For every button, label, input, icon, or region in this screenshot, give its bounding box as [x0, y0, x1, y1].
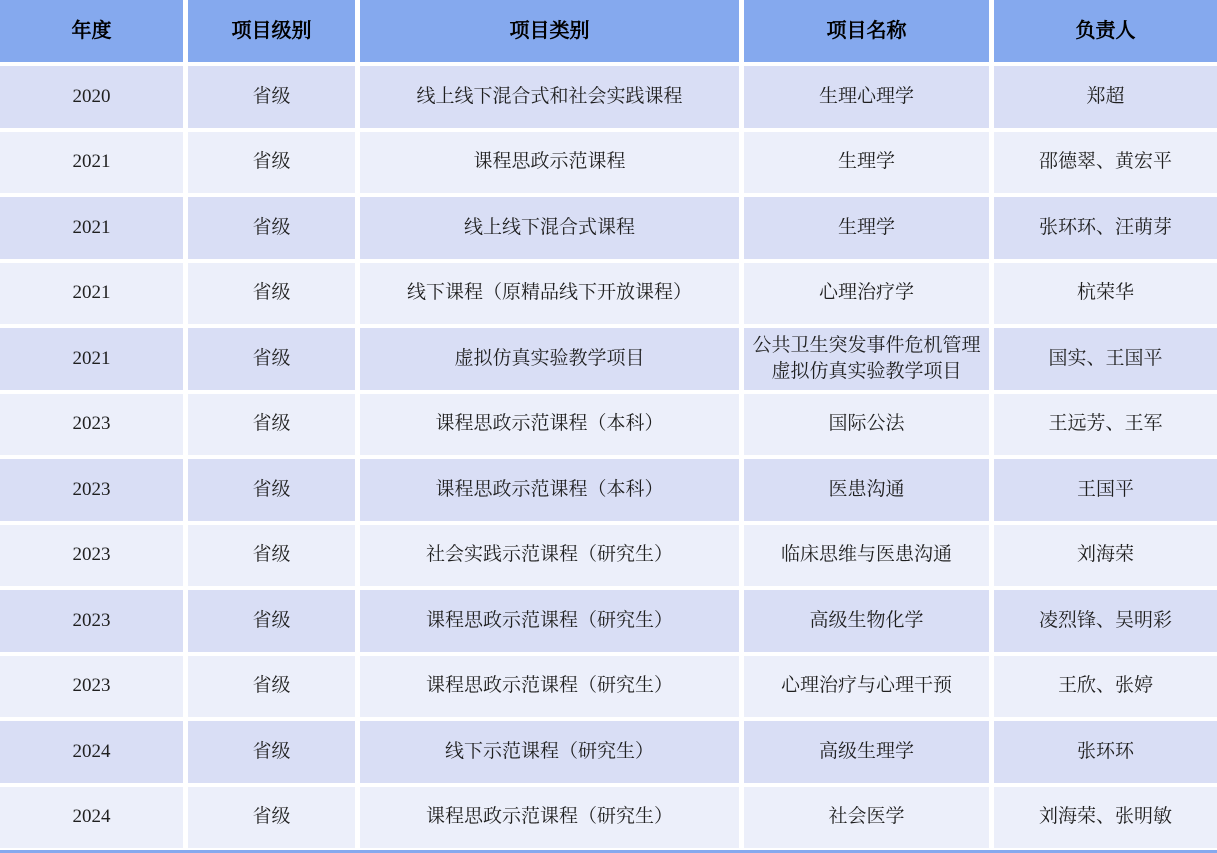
cell-leader: 张环环 [994, 721, 1217, 783]
cell-level: 省级 [188, 721, 355, 783]
cell-leader: 王欣、张婷 [994, 656, 1217, 718]
cell-leader: 国实、王国平 [994, 328, 1217, 390]
cell-name: 生理心理学 [744, 66, 989, 128]
cell-leader: 杭荣华 [994, 263, 1217, 325]
cell-year: 2021 [0, 328, 183, 390]
cell-level: 省级 [188, 132, 355, 194]
cell-year: 2023 [0, 590, 183, 652]
cell-level: 省级 [188, 525, 355, 587]
cell-name: 心理治疗学 [744, 263, 989, 325]
cell-year: 2020 [0, 66, 183, 128]
cell-leader: 刘海荣、张明敏 [994, 787, 1217, 849]
cell-name: 高级生物化学 [744, 590, 989, 652]
cell-level: 省级 [188, 394, 355, 456]
column-header-leader: 负责人 [994, 0, 1217, 62]
cell-name: 生理学 [744, 197, 989, 259]
cell-category: 课程思政示范课程（本科） [360, 459, 739, 521]
cell-year: 2021 [0, 197, 183, 259]
cell-year: 2021 [0, 263, 183, 325]
cell-category: 课程思政示范课程（本科） [360, 394, 739, 456]
column-header-year: 年度 [0, 0, 183, 62]
cell-year: 2023 [0, 656, 183, 718]
cell-leader: 王国平 [994, 459, 1217, 521]
column-header-category: 项目类别 [360, 0, 739, 62]
cell-category: 课程思政示范课程 [360, 132, 739, 194]
cell-leader: 凌烈锋、吴明彩 [994, 590, 1217, 652]
cell-level: 省级 [188, 328, 355, 390]
cell-year: 2023 [0, 525, 183, 587]
column-header-name: 项目名称 [744, 0, 989, 62]
cell-year: 2021 [0, 132, 183, 194]
cell-year: 2024 [0, 787, 183, 849]
cell-category: 课程思政示范课程（研究生） [360, 656, 739, 718]
cell-category: 线下示范课程（研究生） [360, 721, 739, 783]
column-header-level: 项目级别 [188, 0, 355, 62]
cell-name: 心理治疗与心理干预 [744, 656, 989, 718]
cell-leader: 邵德翠、黄宏平 [994, 132, 1217, 194]
cell-name: 公共卫生突发事件危机管理虚拟仿真实验教学项目 [744, 328, 989, 390]
cell-name: 医患沟通 [744, 459, 989, 521]
cell-level: 省级 [188, 197, 355, 259]
cell-level: 省级 [188, 459, 355, 521]
cell-name: 国际公法 [744, 394, 989, 456]
cell-year: 2024 [0, 721, 183, 783]
cell-level: 省级 [188, 66, 355, 128]
cell-name: 临床思维与医患沟通 [744, 525, 989, 587]
cell-category: 线上线下混合式和社会实践课程 [360, 66, 739, 128]
cell-level: 省级 [188, 263, 355, 325]
cell-year: 2023 [0, 394, 183, 456]
cell-leader: 张环环、汪萌芽 [994, 197, 1217, 259]
cell-leader: 刘海荣 [994, 525, 1217, 587]
cell-category: 社会实践示范课程（研究生） [360, 525, 739, 587]
cell-name: 社会医学 [744, 787, 989, 849]
cell-category: 课程思政示范课程（研究生） [360, 787, 739, 849]
cell-year: 2023 [0, 459, 183, 521]
cell-name: 生理学 [744, 132, 989, 194]
cell-level: 省级 [188, 656, 355, 718]
cell-level: 省级 [188, 787, 355, 849]
cell-category: 线下课程（原精品线下开放课程） [360, 263, 739, 325]
cell-leader: 郑超 [994, 66, 1217, 128]
cell-leader: 王远芳、王军 [994, 394, 1217, 456]
cell-level: 省级 [188, 590, 355, 652]
cell-name: 高级生理学 [744, 721, 989, 783]
cell-category: 虚拟仿真实验教学项目 [360, 328, 739, 390]
cell-category: 线上线下混合式课程 [360, 197, 739, 259]
cell-category: 课程思政示范课程（研究生） [360, 590, 739, 652]
